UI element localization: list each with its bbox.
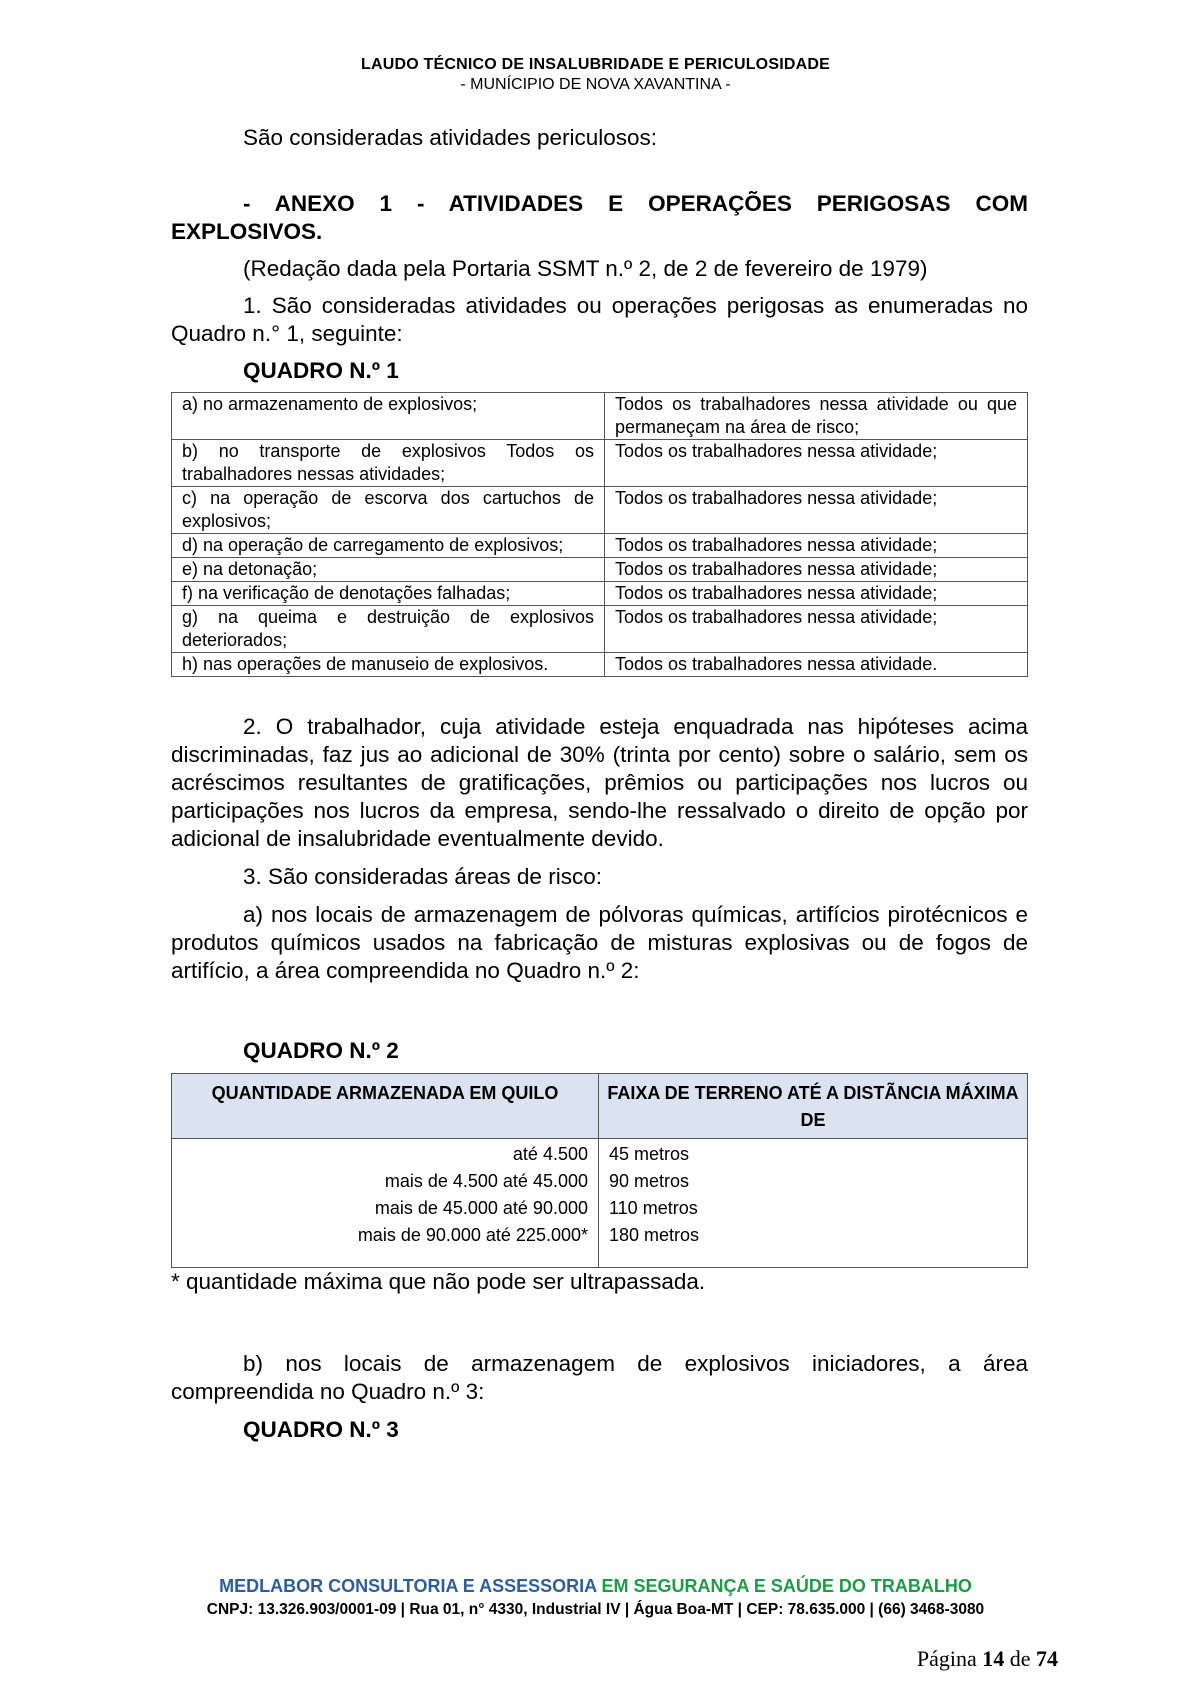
column-header-quantidade: QUANTIDADE ARMAZENADA EM QUILO — [172, 1074, 599, 1139]
quantidade-cell: mais de 4.500 até 45.000 — [172, 1168, 599, 1195]
page-of: de — [1009, 1646, 1031, 1671]
page-current: 14 — [982, 1646, 1005, 1671]
annex-title: - ANEXO 1 - ATIVIDADES E OPERAÇÕES PERIGOSAS COM EXPLOSIVOS. — [171, 191, 1028, 244]
quadro-2-table — [171, 1073, 1028, 1268]
faixa-cell: 90 metros — [609, 1171, 690, 1191]
table-row — [172, 440, 1028, 487]
workers-cell: Todos os trabalhadores nessa atividade; — [615, 607, 938, 627]
intro-text: São consideradas atividades periculosos: — [243, 125, 657, 150]
table-row — [172, 393, 1028, 440]
table-row — [172, 1195, 1028, 1222]
table-row — [172, 1168, 1028, 1195]
quadro-3-title: QUADRO N.º 3 — [243, 1417, 399, 1442]
faixa-cell: 180 metros — [609, 1225, 700, 1245]
page-label: Página — [916, 1646, 977, 1671]
table-row — [172, 653, 1028, 677]
workers-cell: Todos os trabalhadores nessa atividade; — [615, 488, 938, 508]
company-name-blue: MEDLABOR CONSULTORIA E ASSESSORIA — [219, 1576, 597, 1596]
faixa-cell: 45 metros — [609, 1144, 690, 1164]
workers-cell: Todos os trabalhadores nessa atividade; — [615, 535, 938, 555]
item-2-text: 2. O trabalhador, cuja atividade esteja enquadrada nas hipóteses acima discriminadas, faz jus ao adicional de 30% (trinta por cento) sobre o salário, sem os acréscimos resultantes de gratificações, prêmios ou participações nos lucros ou participações nos lucros da empresa, sendo-lhe ressalvado o direito de opção por adicional de insalubridade eventualmente devido. — [171, 714, 1028, 851]
item-3a-text: a) nos locais de armazenagem de pólvoras químicas, artifícios pirotécnicos e produtos químicos usados na fabricação de misturas explosivas ou de fogos de artifício, a área compreendida no Quadro n.º 2: — [171, 902, 1028, 983]
quantidade-cell: até 4.500 — [172, 1139, 599, 1169]
activity-cell: b) no transporte de explosivos Todos os trabalhadores nessas atividades; — [182, 441, 594, 484]
activity-cell: d) na operação de carregamento de explosivos; — [182, 535, 564, 555]
company-name — [0, 1576, 1191, 1597]
page-content — [171, 124, 1028, 1444]
item-3b-text: b) nos locais de armazenagem de explosivos iniciadores, a área compreendida no Quadro n.º 3: — [171, 1351, 1028, 1404]
workers-cell: Todos os trabalhadores nessa atividade; — [615, 441, 938, 461]
workers-cell: Todos os trabalhadores nessa atividade; — [615, 559, 938, 579]
document-subtitle: - MUNÍCIPIO DE NOVA XAVANTINA - — [460, 76, 731, 93]
table-row — [172, 534, 1028, 558]
faixa-cell: 110 metros — [609, 1198, 698, 1218]
page-total: 74 — [1036, 1646, 1058, 1671]
quadro-2-title: QUADRO N.º 2 — [243, 1038, 399, 1063]
activity-cell: c) na operação de escorva dos cartuchos de explosivos; — [182, 488, 594, 531]
page-header — [0, 56, 1191, 94]
activity-cell: g) na queima e destruição de explosivos deteriorados; — [182, 607, 594, 650]
quantidade-cell: mais de 45.000 até 90.000 — [172, 1195, 599, 1222]
activity-cell: e) na detonação; — [182, 559, 318, 579]
quadro-1-table — [171, 392, 1028, 677]
company-name-green: EM SEGURANÇA E SAÚDE DO TRABALHO — [601, 1576, 972, 1596]
workers-cell: Todos os trabalhadores nessa atividade; — [615, 583, 938, 603]
quadro-1-title: QUADRO N.º 1 — [243, 358, 399, 383]
activity-cell: f) na verificação de denotações falhadas; — [182, 583, 511, 603]
table-row — [172, 606, 1028, 653]
table-row — [172, 1222, 1028, 1268]
table-row — [172, 582, 1028, 606]
document-title: LAUDO TÉCNICO DE INSALUBRIDADE E PERICULOSIDADE — [361, 56, 830, 73]
table-row — [172, 487, 1028, 534]
redacao-text: (Redação dada pela Portaria SSMT n.º 2, de 2 de fevereiro de 1979) — [243, 256, 928, 281]
quantidade-cell: mais de 90.000 até 225.000* — [172, 1222, 599, 1268]
page-number — [917, 1646, 1058, 1672]
quadro-2-note: * quantidade máxima que não pode ser ultrapassada. — [171, 1269, 706, 1294]
item-1-text: 1. São consideradas atividades ou operações perigosas as enumeradas no Quadro n.° 1, seguinte: — [171, 293, 1028, 346]
table-header-row — [172, 1074, 1028, 1139]
table-row — [172, 1139, 1028, 1169]
column-header-faixa: FAIXA DE TERRENO ATÉ A DISTÃNCIA MÁXIMA DE — [599, 1074, 1028, 1139]
workers-cell: Todos os trabalhadores nessa atividade. — [615, 654, 938, 674]
table-row — [172, 558, 1028, 582]
item-3-text: 3. São consideradas áreas de risco: — [243, 864, 602, 889]
company-address: CNPJ: 13.326.903/0001-09 | Rua 01, n° 4330, Industrial IV | Água Boa-MT | CEP: 78.635.000 | (66) 3468-3080 — [206, 1601, 985, 1618]
page-footer — [0, 1576, 1191, 1619]
activity-cell: a) no armazenamento de explosivos; — [182, 394, 478, 414]
activity-cell: h) nas operações de manuseio de explosivos. — [182, 654, 549, 674]
workers-cell: Todos os trabalhadores nessa atividade ou que permaneçam na área de risco; — [615, 394, 1017, 437]
